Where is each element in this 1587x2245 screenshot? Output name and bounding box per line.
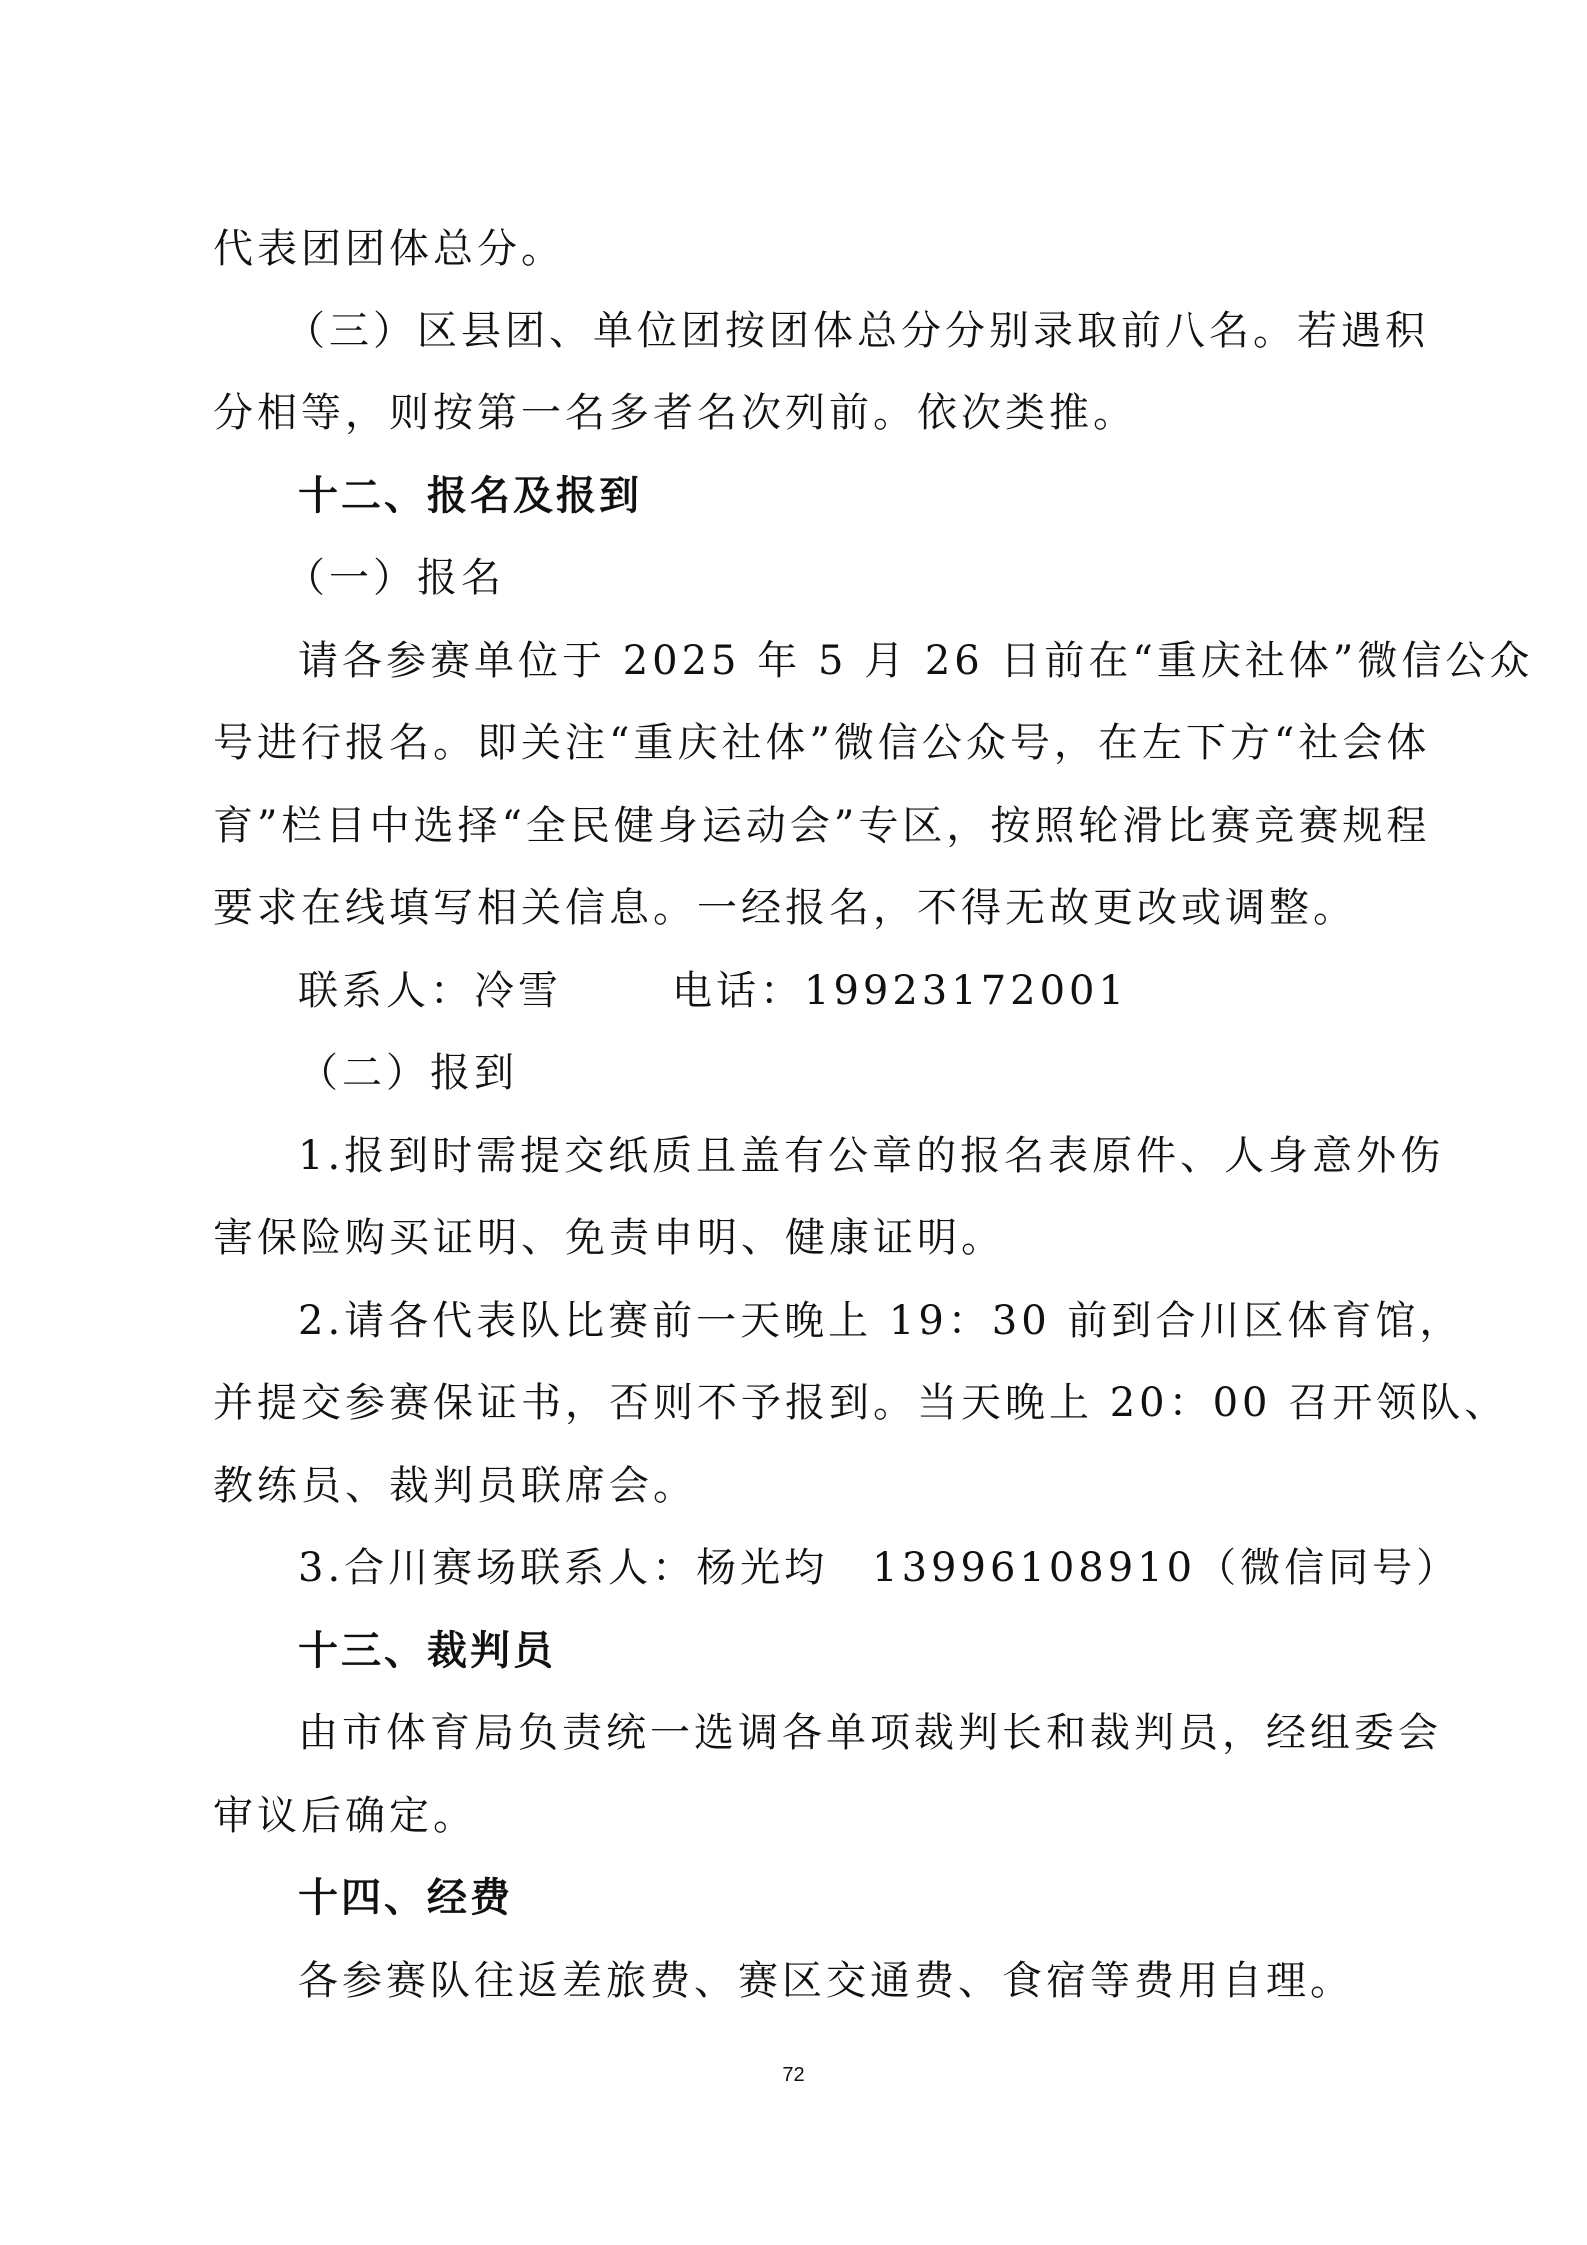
paragraph-line: 由市体育局负责统一选调各单项裁判长和裁判员，经组委会 <box>298 1710 1442 1756</box>
paragraph-line: 并提交参赛保证书，否则不予报到。当天晚上 20：00 召开领队、 <box>213 1380 1509 1426</box>
paragraph-line: 3.合川赛场联系人：杨光均 13996108910（微信同号） <box>298 1545 1461 1591</box>
page-number: 72 <box>782 2064 805 2086</box>
paragraph-line: 育”栏目中选择“全民健身运动会”专区，按照轮滑比赛竞赛规程 <box>213 803 1431 849</box>
paragraph-line: 请各参赛单位于 2025 年 5 月 26 日前在“重庆社体”微信公众 <box>298 638 1534 684</box>
contact-phone: 电话：19923172001 <box>672 968 1128 1014</box>
paragraph-line: 要求在线填写相关信息。一经报名，不得无故更改或调整。 <box>213 885 1357 931</box>
contact-line <box>298 965 1128 1017</box>
section-heading: 十四、经费 <box>298 1875 513 1921</box>
paragraph-line: 审议后确定。 <box>213 1793 477 1839</box>
paragraph-line: （三）区县团、单位团按团体总分分别录取前八名。若遇积 <box>285 308 1429 354</box>
contact-person: 联系人：冷雪 <box>298 968 562 1014</box>
subsection-heading: （一）报名 <box>285 555 505 601</box>
paragraph-line: 2.请各代表队比赛前一天晚上 19：30 前到合川区体育馆， <box>298 1298 1464 1344</box>
paragraph-line: 教练员、裁判员联席会。 <box>213 1463 697 1509</box>
section-heading: 十二、报名及报到 <box>298 473 642 519</box>
subsection-heading: （二）报到 <box>298 1050 518 1096</box>
paragraph-line: 害保险购买证明、免责申明、健康证明。 <box>213 1215 1005 1261</box>
paragraph-line: 1.报到时需提交纸质且盖有公章的报名表原件、人身意外伤 <box>298 1133 1445 1179</box>
paragraph-line: 各参赛队往返差旅费、赛区交通费、食宿等费用自理。 <box>298 1958 1354 2004</box>
section-heading: 十三、裁判员 <box>298 1628 556 1674</box>
paragraph-line: 分相等，则按第一名多者名次列前。依次类推。 <box>213 390 1137 436</box>
paragraph-line: 号进行报名。即关注“重庆社体”微信公众号，在左下方“社会体 <box>213 720 1431 766</box>
paragraph-line: 代表团团体总分。 <box>213 226 565 272</box>
